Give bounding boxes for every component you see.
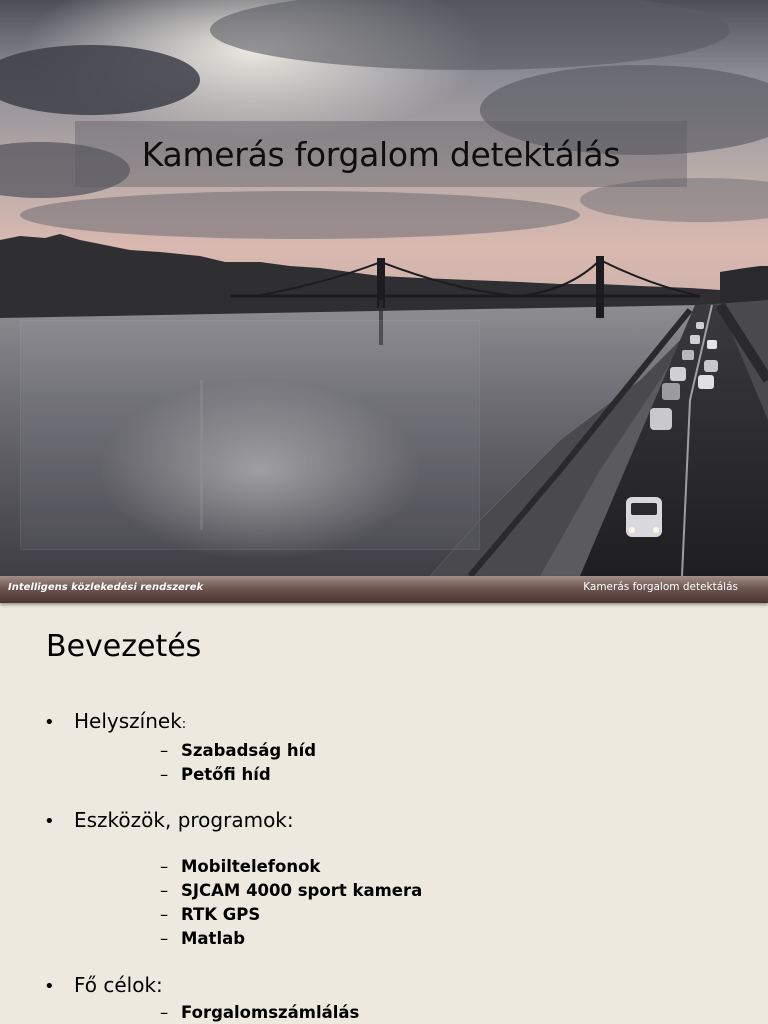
sub-bullet-item: [160, 857, 320, 876]
sub-bullet-item: [160, 1003, 359, 1022]
sub-bullet-item: [160, 929, 245, 948]
title-box: [75, 121, 687, 187]
sub-bullet-label: Szabadság híd: [181, 741, 317, 760]
footer-course-name: Intelligens közlekedési rendszerek: [8, 582, 204, 593]
sub-bullet-label: Forgalomszámlálás: [181, 1003, 360, 1022]
slide-title: Kamerás forgalom detektálás: [141, 134, 621, 174]
sub-bullet-item: [160, 881, 422, 900]
dash-bullet-icon: –: [160, 905, 169, 924]
sub-bullet-label: Matlab: [181, 929, 246, 948]
placeholder-content-box: [20, 320, 480, 550]
dash-bullet-icon: –: [160, 929, 169, 948]
dash-bullet-icon: –: [160, 857, 169, 876]
bullet-dot-icon: •: [44, 712, 55, 733]
footer-presentation-title: Kamerás forgalom detektálás: [583, 581, 738, 593]
content-slide: [0, 603, 768, 1024]
dash-bullet-icon: –: [160, 741, 169, 760]
bullet-item: [44, 709, 186, 733]
dash-bullet-icon: –: [160, 765, 169, 784]
bullet-dot-icon: •: [44, 976, 55, 997]
sub-bullet-label: RTK GPS: [181, 905, 261, 924]
bullet-label: Eszközök, programok:: [74, 808, 294, 832]
slide-footer: [0, 576, 768, 603]
bullet-label: Helyszínek: [74, 709, 182, 733]
bullet-label: Fő célok:: [74, 973, 163, 997]
bullet-item: [44, 973, 163, 997]
bullet-item: [44, 808, 294, 832]
sub-bullet-item: [160, 765, 271, 784]
dash-bullet-icon: –: [160, 881, 169, 900]
sub-bullet-label: SJCAM 4000 sport kamera: [181, 881, 423, 900]
bullet-dot-icon: •: [44, 811, 55, 832]
sub-bullet-label: Petőfi híd: [181, 765, 271, 784]
sub-bullet-item: [160, 741, 316, 760]
slide-heading: Bevezetés: [46, 629, 202, 664]
sub-bullet-label: Mobiltelefonok: [181, 857, 321, 876]
dash-bullet-icon: –: [160, 1003, 169, 1022]
sub-bullet-item: [160, 905, 260, 924]
bullet-label-suffix: :: [181, 717, 187, 732]
